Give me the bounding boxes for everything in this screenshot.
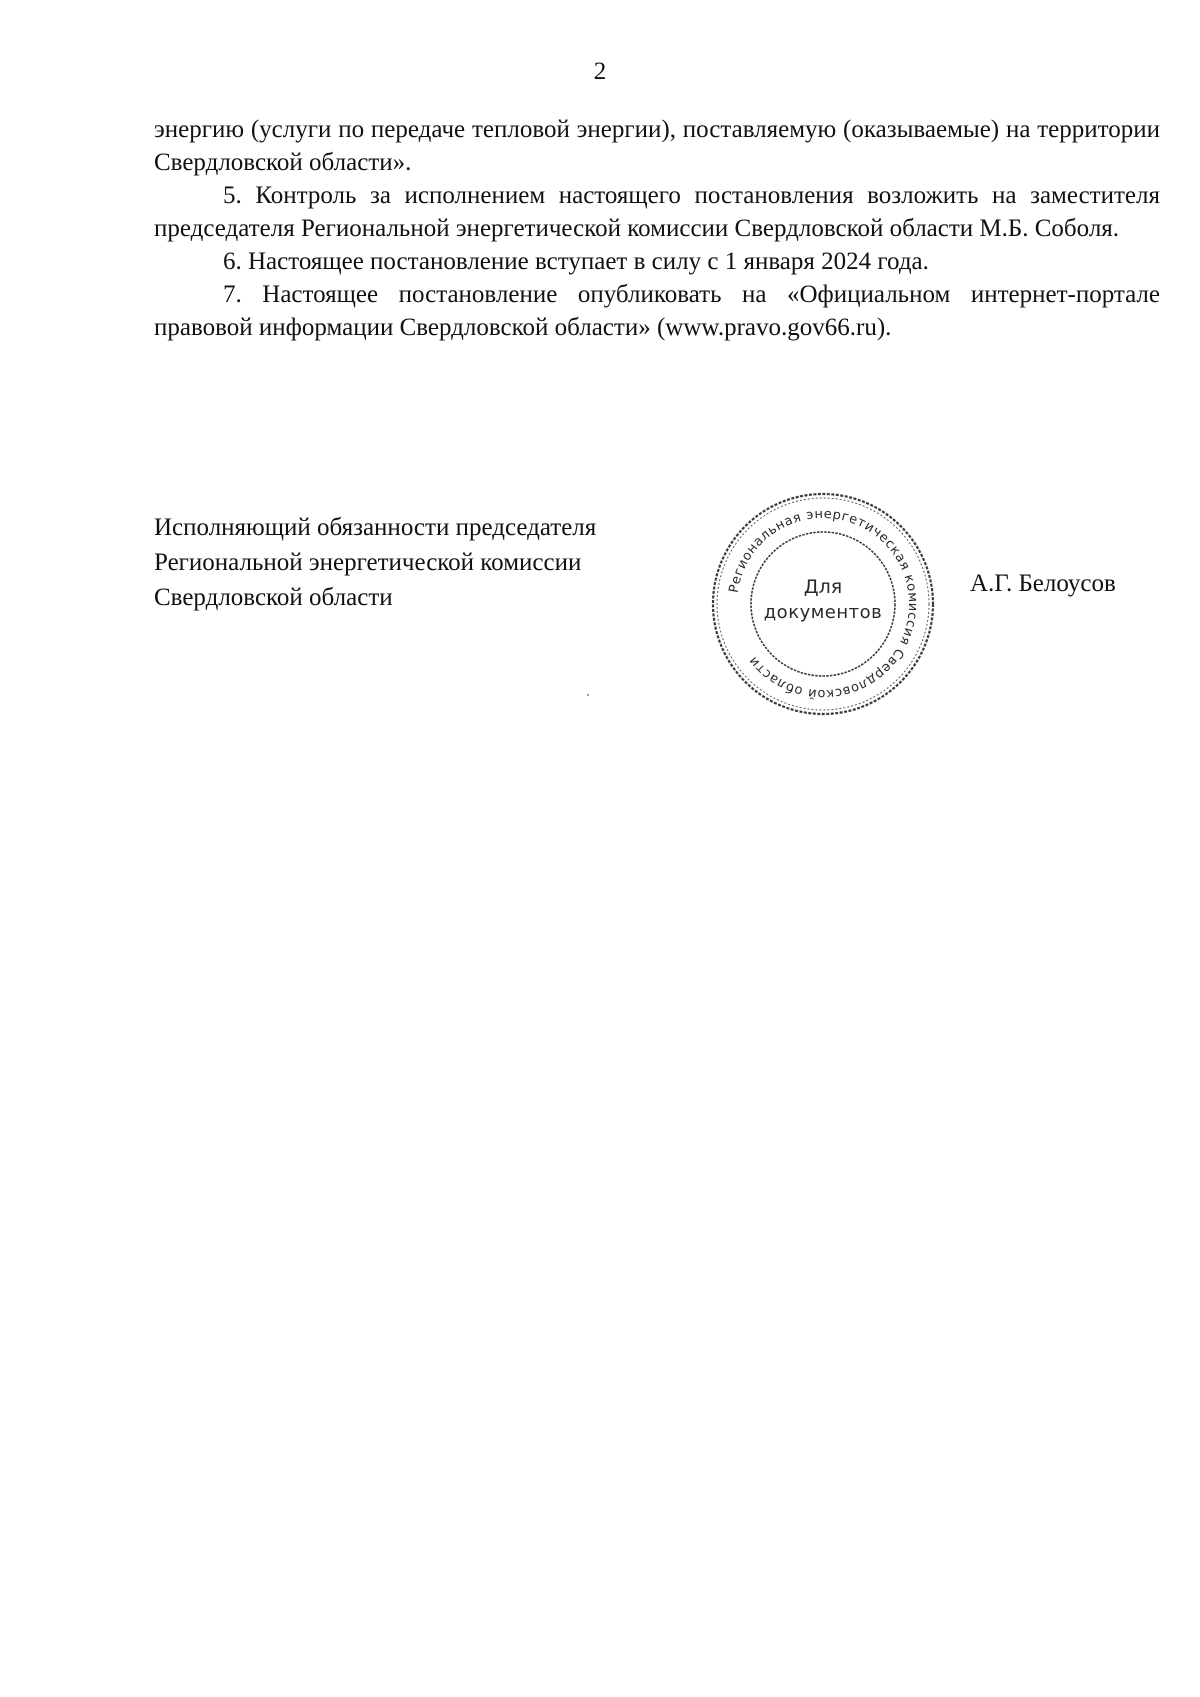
paragraph-item-6: 6. Настоящее постановление вступает в силу с 1 января 2024 года. xyxy=(223,248,929,275)
scan-speck xyxy=(587,694,589,696)
signer-name: А.Г. Белоусов xyxy=(970,570,1116,597)
stamp-center-line-2: документов xyxy=(763,602,883,623)
stamp-center-line-1: Для xyxy=(803,576,843,598)
paragraph-continuation: энергию (услуги по передаче тепловой энергии), поставляемую (оказываемые) на территории Свердловской области». xyxy=(154,116,1160,176)
signature-title-line: Свердловской области xyxy=(154,584,393,611)
paragraph-item-7: 7. Настоящее постановление опубликовать на «Официальном интернет-портале правовой информации Свердловской области» (www.pravo.gov66.ru). xyxy=(154,281,1160,341)
official-stamp xyxy=(710,491,936,717)
document-body xyxy=(154,113,1160,344)
paragraph-item-5: 5. Контроль за исполнением настоящего постановления возложить на заместителя председателя Региональной энергетической комиссии Свердловской области М.Б. Соболя. xyxy=(154,182,1160,242)
signature-title xyxy=(154,510,674,615)
page-number: 2 xyxy=(593,58,607,85)
signature-title-line: Исполняющий обязанности председателя xyxy=(154,514,597,541)
stamp-ring-text: Региональная энергетическая комиссия Свердловской области xyxy=(726,506,921,702)
signature-title-line: Региональной энергетической комиссии xyxy=(154,549,582,576)
